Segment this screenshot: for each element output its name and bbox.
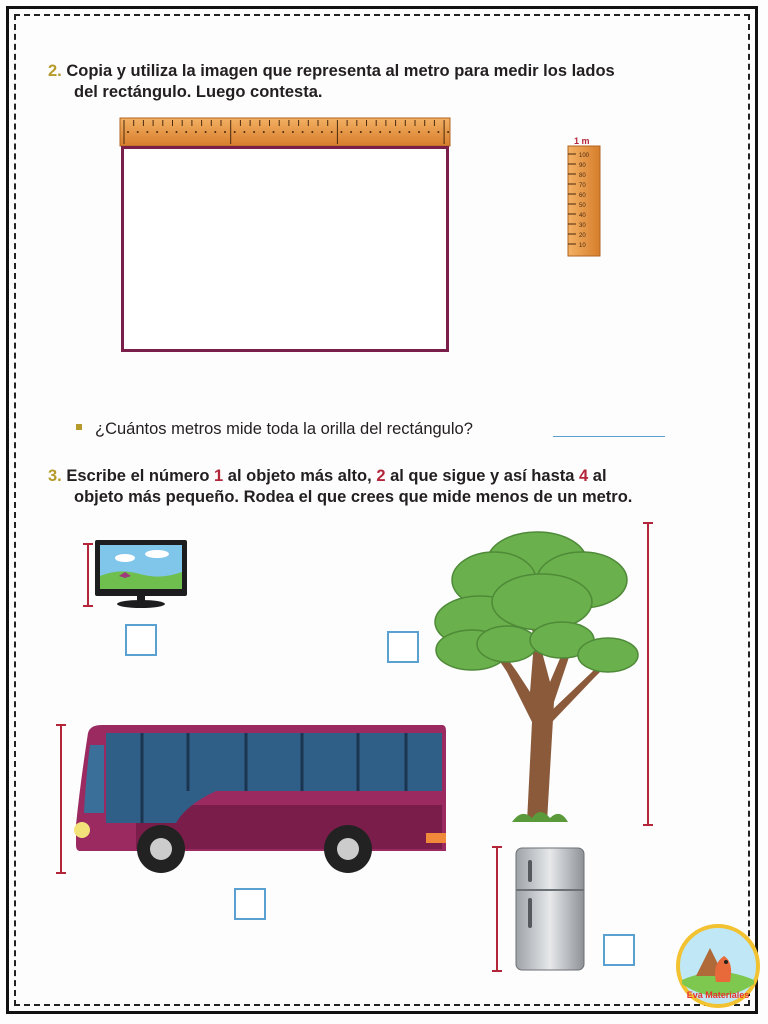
- meter-dot: [408, 131, 410, 133]
- ruler-tick-label: 30: [579, 223, 586, 229]
- meter-dot: [302, 131, 304, 133]
- meter-dot: [137, 131, 139, 133]
- question-3-line1d: al: [588, 467, 607, 485]
- meter-ruler-vertical: [568, 146, 600, 256]
- fridge-height-line: [496, 846, 498, 972]
- ruler-tick-label: 40: [579, 213, 586, 219]
- logo-text: Eva Materiales: [686, 990, 750, 1000]
- ruler-tick-label: 10: [579, 243, 586, 249]
- meter-dot: [379, 131, 381, 133]
- meter-dot: [234, 131, 236, 133]
- bus-height-line: [60, 724, 62, 874]
- ruler-tick-label: 50: [579, 203, 586, 209]
- meter-dot: [331, 131, 333, 133]
- meter-dot: [340, 131, 342, 133]
- number-1: 1: [214, 467, 224, 485]
- meter-dot: [321, 131, 323, 133]
- meter-dot: [195, 131, 197, 133]
- meter-dot: [214, 131, 216, 133]
- checkbox-fridge[interactable]: [603, 934, 635, 966]
- meter-dot: [418, 131, 420, 133]
- meter-dot: [146, 131, 148, 133]
- question-3-line2: objeto más pequeño. Rodea el que crees que mide menos de un metro.: [74, 488, 633, 506]
- tree-height-line: [647, 522, 649, 826]
- bullet-marker: [76, 424, 82, 430]
- tree-icon: [432, 522, 642, 824]
- eva-materiales-logo: [676, 924, 760, 1008]
- question-2-line1: Copia y utiliza la imagen que representa al metro para medir los lados: [66, 62, 615, 80]
- meter-dot: [127, 131, 129, 133]
- meter-dot: [447, 131, 449, 133]
- meter-dot: [185, 131, 187, 133]
- question-3-text: [48, 466, 748, 508]
- meter-dot: [311, 131, 313, 133]
- meter-dot: [176, 131, 178, 133]
- meter-dot: [428, 131, 430, 133]
- meter-dot: [243, 131, 245, 133]
- question-2-number: 2.: [48, 62, 62, 80]
- question-2-text: [48, 61, 748, 103]
- number-2: 2: [376, 467, 386, 485]
- meter-dot: [273, 131, 275, 133]
- tv-height-line: [87, 543, 89, 607]
- ruler-tick-label: 20: [579, 233, 586, 239]
- meter-dot: [292, 131, 294, 133]
- checkbox-tv[interactable]: [125, 624, 157, 656]
- number-4: 4: [579, 467, 589, 485]
- meter-dot: [263, 131, 265, 133]
- meter-dot: [399, 131, 401, 133]
- ruler-tick-label: 100: [579, 153, 590, 159]
- question-2-line2: del rectángulo. Luego contesta.: [74, 83, 323, 101]
- ruler-tick-label: 60: [579, 193, 586, 199]
- rectangle-to-measure: [121, 146, 449, 352]
- ruler-tick-label: 90: [579, 163, 586, 169]
- meter-dot: [360, 131, 362, 133]
- bus-icon: [76, 725, 448, 875]
- meter-dot: [253, 131, 255, 133]
- answer-line[interactable]: [553, 436, 665, 437]
- fridge-icon: [514, 846, 586, 974]
- meter-dot: [282, 131, 284, 133]
- question-3-number: 3.: [48, 467, 62, 485]
- meter-dot: [156, 131, 158, 133]
- tv-icon: [95, 540, 189, 610]
- meter-dot: [205, 131, 207, 133]
- question-2-ask: ¿Cuántos metros mide toda la orilla del rectángulo?: [95, 420, 473, 438]
- ruler-tick-label: 80: [579, 173, 586, 179]
- meter-dot: [437, 131, 439, 133]
- meter-dot: [166, 131, 168, 133]
- checkbox-bus[interactable]: [234, 888, 266, 920]
- meter-strip-horizontal: [120, 118, 450, 146]
- checkbox-tree[interactable]: [387, 631, 419, 663]
- question-3-line1a: Escribe el número: [66, 467, 214, 485]
- ruler-label: 1 m: [574, 136, 590, 146]
- question-3-line1c: al que sigue y así hasta: [385, 467, 579, 485]
- question-3-line1b: al objeto más alto,: [223, 467, 377, 485]
- meter-dot: [389, 131, 391, 133]
- ruler-tick-label: 70: [579, 183, 586, 189]
- meter-dot: [370, 131, 372, 133]
- meter-dot: [350, 131, 352, 133]
- meter-dot: [224, 131, 226, 133]
